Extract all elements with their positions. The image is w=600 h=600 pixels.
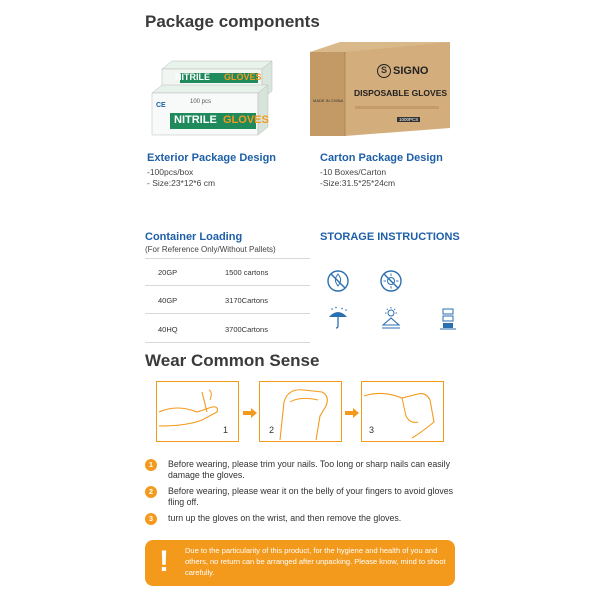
step-number: 1 bbox=[223, 425, 229, 435]
carton-line1: -10 Boxes/Carton bbox=[320, 167, 387, 177]
back-box-brand: NITRILE bbox=[175, 72, 210, 82]
svg-text:CE: CE bbox=[156, 102, 166, 109]
table-row-type: 40HQ bbox=[158, 325, 178, 334]
table-row-value: 1500 cartons bbox=[225, 268, 269, 277]
tip-text: Before wearing, please trim your nails. Too long or sharp nails can easily damage the gloves. bbox=[168, 459, 450, 480]
no-sunlight-icon bbox=[378, 268, 404, 294]
table-row-type: 20GP bbox=[158, 268, 178, 277]
carton-label: DISPOSABLE GLOVES bbox=[354, 88, 448, 98]
step-illustration-2 bbox=[259, 381, 342, 442]
carton-count: 1000PCS bbox=[399, 117, 419, 122]
tip-number-badge: 3 bbox=[145, 513, 157, 525]
front-box-brand: NITRILE bbox=[174, 114, 217, 126]
storage-instructions-title: STORAGE INSTRUCTIONS bbox=[320, 231, 460, 243]
front-box-product: GLOVES bbox=[223, 114, 269, 126]
wear-common-sense-title: Wear Common Sense bbox=[145, 351, 320, 370]
nitrile-gloves-box-image bbox=[150, 55, 290, 145]
step-arrow-icon bbox=[243, 405, 257, 415]
package-components-title: Package components bbox=[145, 12, 320, 31]
step-number: 3 bbox=[369, 425, 375, 435]
exterior-line1: -100pcs/box bbox=[147, 167, 194, 177]
step-illustration-3 bbox=[361, 381, 444, 442]
table-divider bbox=[145, 342, 310, 343]
exclamation-icon: ! bbox=[159, 545, 169, 578]
warning-text: Due to the particularity of this product, for the hygiene and health of you and others, no return can be arranged after unpacking. Please know, mind to shoot carefully. bbox=[185, 546, 446, 577]
keep-dry-umbrella-icon bbox=[325, 305, 351, 331]
carton-line2: -Size:31.5*25*24cm bbox=[320, 178, 396, 188]
warning-banner bbox=[145, 540, 455, 586]
carton-package-title: Carton Package Design bbox=[320, 152, 443, 164]
step-illustration-1 bbox=[156, 381, 239, 442]
tip-text: Before wearing, please wear it on the belly of your fingers to avoid gloves fling off. bbox=[168, 486, 454, 507]
container-loading-subtitle: (For Reference Only/Without Pallets) bbox=[145, 245, 276, 254]
carton-side-text: MADE IN CHINA bbox=[313, 98, 344, 103]
step-arrow-icon bbox=[345, 405, 359, 415]
tip-number-badge: 2 bbox=[145, 486, 157, 498]
back-box-product: GLOVES bbox=[224, 72, 262, 82]
table-divider bbox=[145, 258, 310, 259]
exterior-line2: - Size:23*12*6 cm bbox=[147, 178, 216, 188]
carton-brand: SIGNO bbox=[393, 65, 429, 77]
container-loading-title: Container Loading bbox=[145, 231, 243, 243]
tip-text: turn up the gloves on the wrist, and then remove the gloves. bbox=[168, 513, 402, 523]
table-divider bbox=[145, 285, 310, 286]
stack-limit-icon bbox=[435, 305, 461, 331]
tip-number-badge: 1 bbox=[145, 459, 157, 471]
carton-box-image bbox=[305, 40, 455, 140]
front-box-count: 100 pcs bbox=[190, 99, 212, 105]
table-divider bbox=[145, 313, 310, 314]
keep-cool-icon bbox=[378, 305, 404, 331]
no-fire-icon bbox=[325, 268, 351, 294]
table-row-value: 3700Cartons bbox=[225, 325, 268, 334]
exterior-package-title: Exterior Package Design bbox=[147, 152, 277, 164]
table-row-type: 40GP bbox=[158, 296, 178, 305]
signo-logo-icon: S bbox=[377, 64, 391, 78]
table-row-value: 3170Cartons bbox=[225, 296, 268, 305]
step-number: 2 bbox=[269, 425, 275, 435]
